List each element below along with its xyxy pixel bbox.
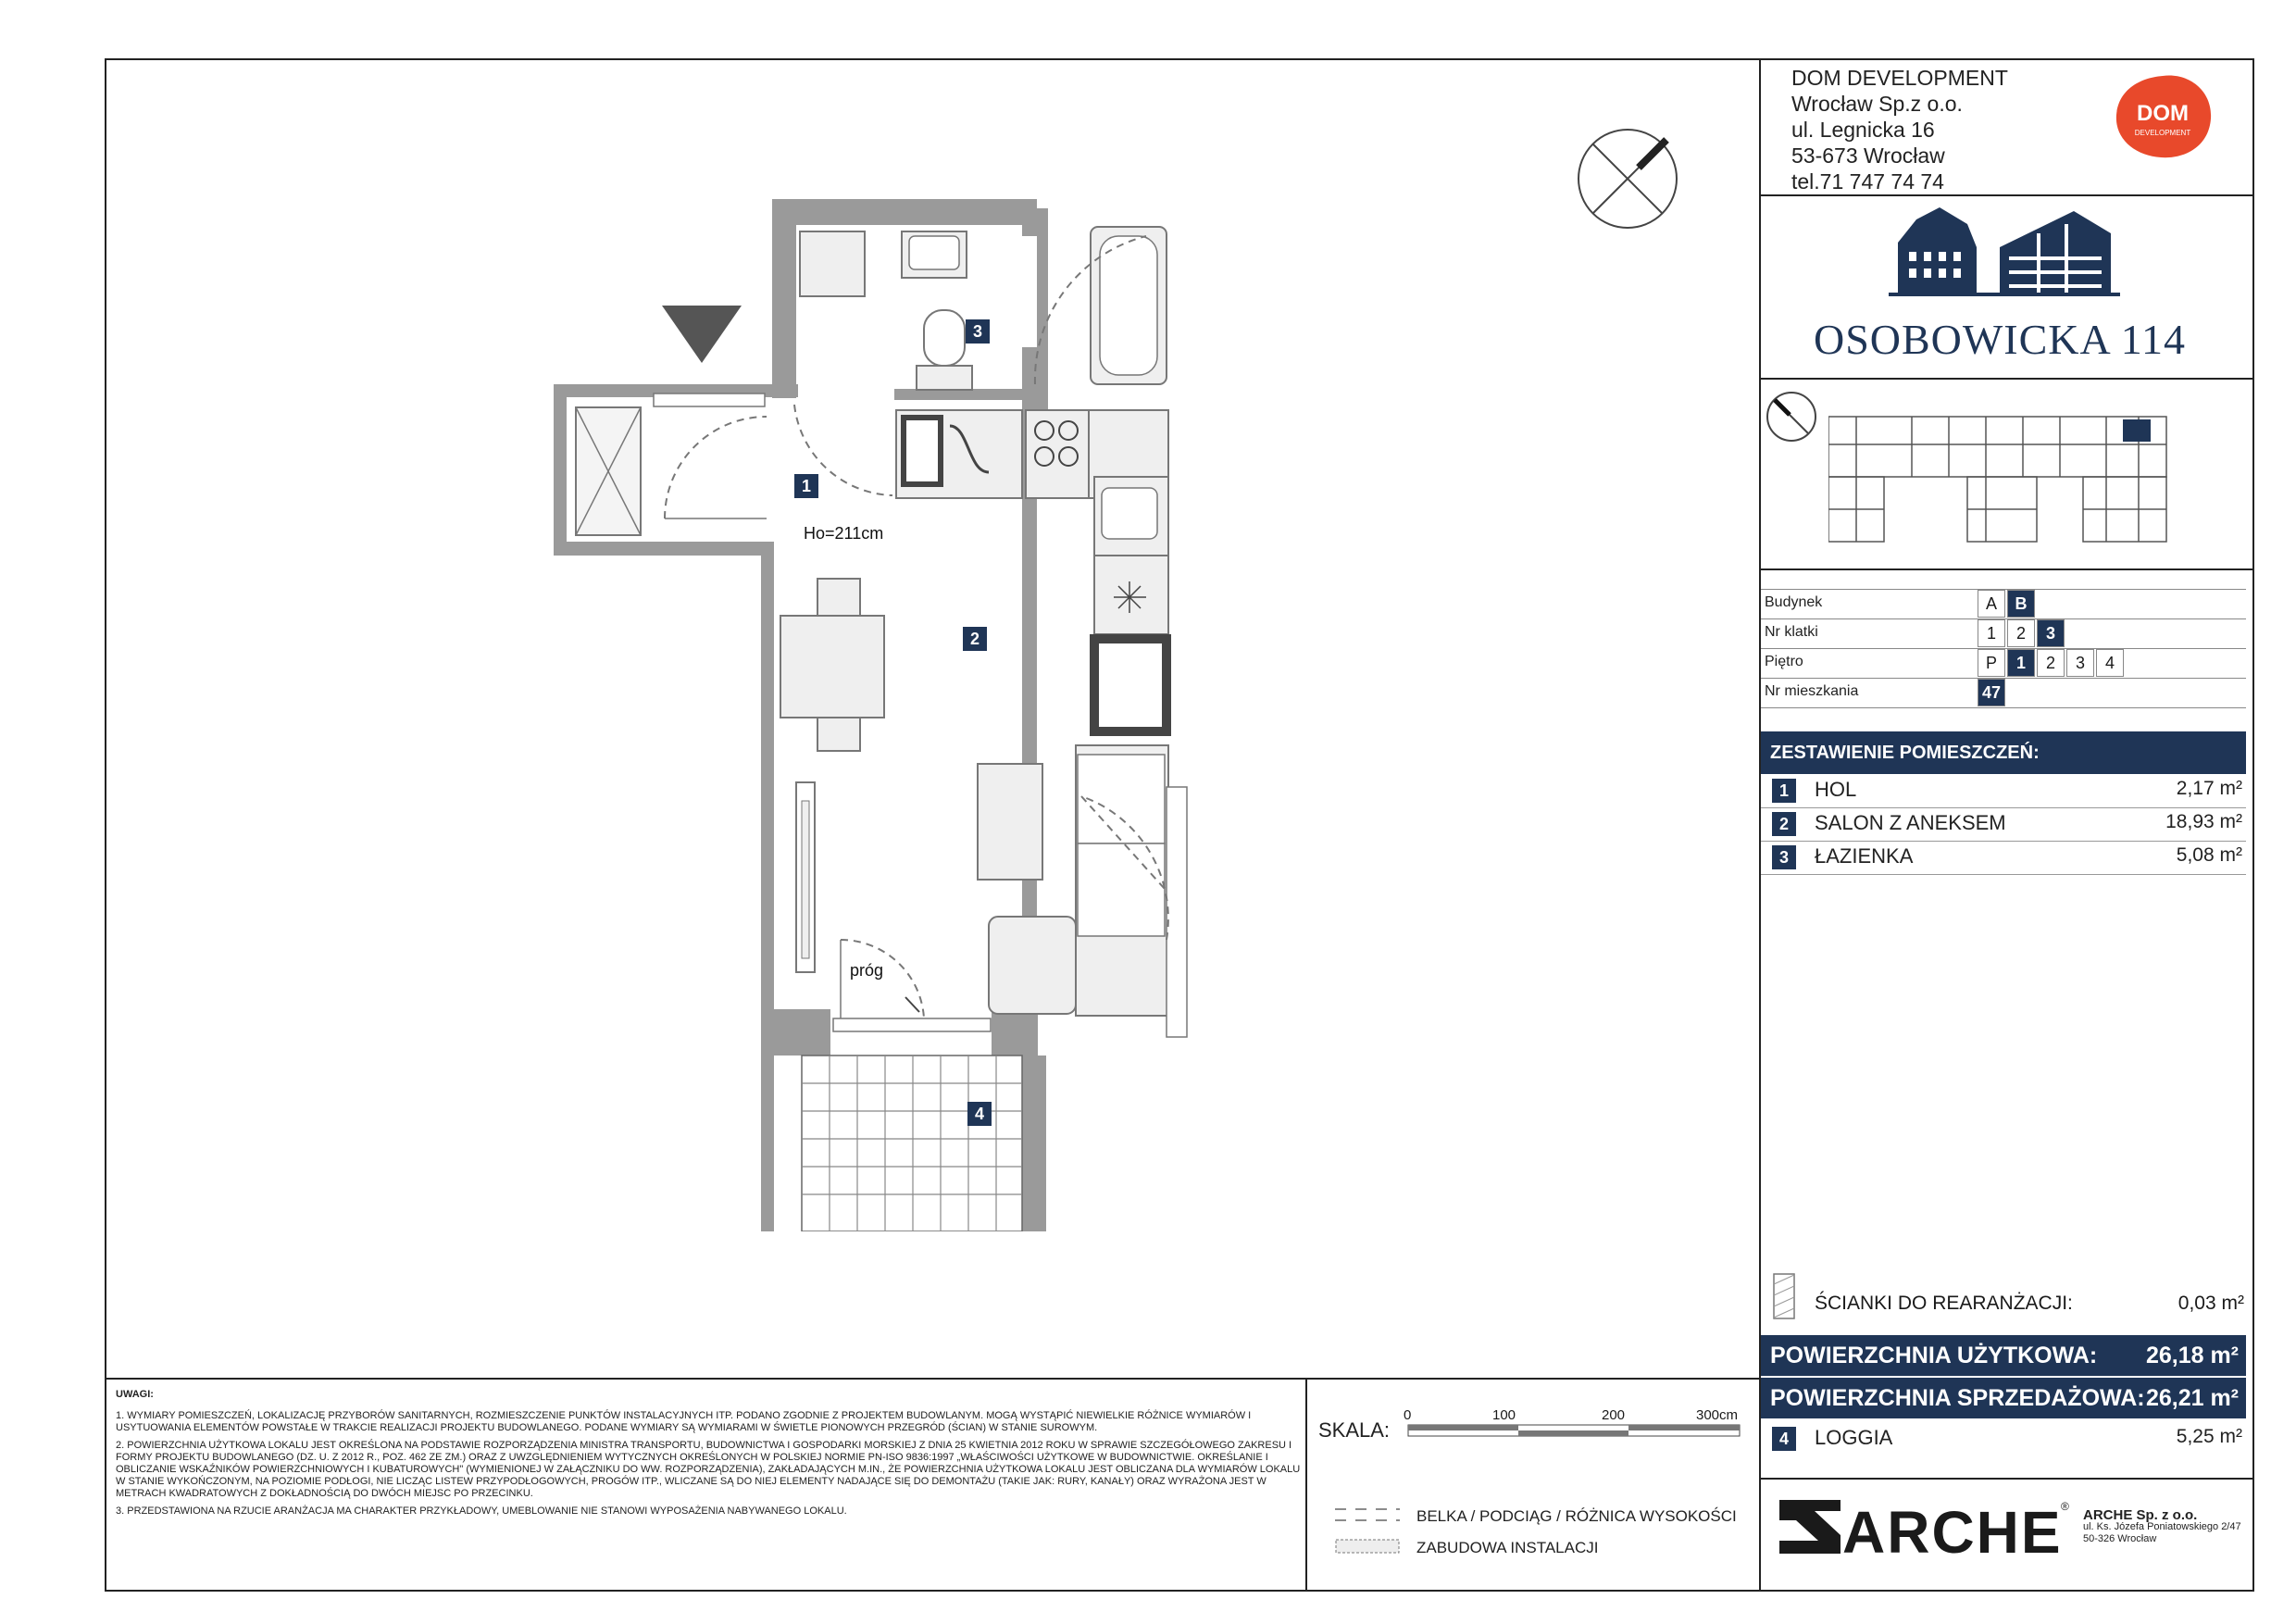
svg-text:DOM: DOM xyxy=(2137,101,2189,126)
svg-text:DEVELOPMENT: DEVELOPMENT xyxy=(2134,129,2191,137)
key-plan-image xyxy=(1828,412,2171,546)
note-1: 1. WYMIARY POMIESZCZEŃ, LOKALIZACJĘ PRZYBORÓW SANITARNYCH, ROZMIESZCZENIE PUNKTÓW INSTALACYJNYCH ITP. PODANO ZGODNIE Z PROJEKTEM BUDOWLANYM. MOGĄ WYSTĄPIĆ NIEWIELKIE RÓŻNICE WYMIARÓW I USYTUOWANIA ELEMENTÓW POWSTAŁE W TRAKCIE REALIZACJI PROJEKTU BUDOWLANEGO. PODANE WYMIARY SĄ WYMIARAMI W ŚWIETLE PIONOWYCH PRZEGRÓD (ŚCIAN) W STANIE SUROWYM. xyxy=(116,1410,1252,1433)
loggia-floor xyxy=(802,1056,1022,1231)
loggia-row xyxy=(1761,1422,2246,1455)
loggia-name: LOGGIA xyxy=(1815,1426,1893,1449)
beam-legend-icon xyxy=(1335,1505,1400,1524)
scale-label: SKALA: xyxy=(1318,1418,1391,1442)
room-name: ŁAZIENKA xyxy=(1815,844,1914,868)
scale-tick-200: 200 xyxy=(1602,1407,1626,1423)
room-name: HOL xyxy=(1815,778,1857,801)
installation-legend-label: ZABUDOWA INSTALACJI xyxy=(1416,1539,1599,1556)
note-3: 3. PRZEDSTAWIONA NA RZUCIE ARANŻACJA MA CHARAKTER PRZYKŁADOWY, UMEBLOWANIE NIE STANOWI WYPOSAŻENIA NABYWANEGO LOKALU. xyxy=(116,1505,847,1517)
sale-area-value: 26,21 m² xyxy=(2145,1385,2239,1411)
floor-cell-1: 1 xyxy=(2007,649,2035,677)
floor-cell-4: 4 xyxy=(2096,649,2124,677)
notes-section xyxy=(116,1389,1301,1523)
project-title: OSOBOWICKA 114 xyxy=(1813,316,2187,363)
room-area: 5,08 m² xyxy=(2176,844,2242,866)
registered-mark: ® xyxy=(2061,1500,2069,1513)
building-cell-b: B xyxy=(2007,590,2035,618)
rooms-header: ZESTAWIENIE POMIESZCZEŃ: xyxy=(1761,731,2246,774)
sale-area-bar xyxy=(1761,1378,2246,1418)
staircase-label: Nr klatki xyxy=(1765,624,1818,640)
building-cell-a: A xyxy=(1978,590,2005,618)
door-height-label: Ho=211cm xyxy=(804,524,884,543)
floor-plan xyxy=(554,199,1220,1231)
architect-address xyxy=(2083,1509,2241,1545)
architect-street: ul. Ks. Józefa Poniatowskiego 2/47 xyxy=(2083,1521,2241,1532)
project-buildings-icon xyxy=(1889,206,2120,298)
architect-name: ARCHE Sp. z o.o. xyxy=(2083,1507,2198,1523)
company-divider xyxy=(1759,194,2254,196)
keyplan-divider xyxy=(1759,568,2254,570)
totals-divider xyxy=(1759,1478,2254,1480)
loggia-number-badge: 4 xyxy=(1772,1427,1796,1451)
plan-room-1-marker: 1 xyxy=(794,474,818,498)
flat-number-cell: 47 xyxy=(1978,679,2005,706)
room-number-badge: 1 xyxy=(1772,779,1796,803)
installation-legend-icon xyxy=(1335,1539,1400,1554)
notes-scale-divider xyxy=(1305,1378,1307,1592)
company-phone: tel.71 747 74 74 xyxy=(1791,169,1944,194)
plan-room-4-marker: 4 xyxy=(967,1102,992,1126)
loggia-area: 5,25 m² xyxy=(2176,1426,2242,1447)
plan-room-3-marker: 3 xyxy=(966,319,990,344)
room-area: 2,17 m² xyxy=(2176,778,2242,799)
room-row xyxy=(1761,841,2246,875)
floor-label: Piętro xyxy=(1765,654,1803,669)
notes-divider xyxy=(105,1378,1760,1380)
room-number-badge: 3 xyxy=(1772,845,1796,869)
usable-area-value: 26,18 m² xyxy=(2145,1343,2239,1368)
company-city: 53-673 Wrocław xyxy=(1791,144,1945,168)
usable-area-bar xyxy=(1761,1335,2246,1376)
scale-tick-300: 300cm xyxy=(1696,1407,1739,1423)
sale-area-label: POWIERZCHNIA SPRZEDAŻOWA: xyxy=(1770,1385,2145,1411)
staircase-cell-1: 1 xyxy=(1978,619,2005,647)
company-street: ul. Legnicka 16 xyxy=(1791,118,1935,142)
room-row xyxy=(1761,807,2246,842)
staircase-cell-2: 2 xyxy=(2007,619,2035,647)
project-divider xyxy=(1759,378,2254,380)
beam-legend-label: BELKA / PODCIĄG / RÓŻNICA WYSOKOŚCI xyxy=(1416,1507,1737,1525)
room-number-badge: 2 xyxy=(1772,812,1796,836)
floor-cell-p: P xyxy=(1978,649,2005,677)
entry-closet xyxy=(576,407,641,535)
flat-label: Nr mieszkania xyxy=(1765,683,1859,699)
scale-tick-100: 100 xyxy=(1492,1407,1516,1423)
staircase-cell-3: 3 xyxy=(2037,619,2065,647)
scale-bar xyxy=(1407,1424,1741,1437)
room-area: 18,93 m² xyxy=(2165,811,2242,832)
compass-icon xyxy=(1574,125,1681,232)
key-plan-compass-icon xyxy=(1764,389,1819,444)
arche-logo-mark xyxy=(1778,1498,1842,1555)
partition-area: 0,03 m² xyxy=(2177,1293,2244,1314)
floor-cell-3: 3 xyxy=(2066,649,2094,677)
grid-line xyxy=(1761,707,2246,708)
note-2: 2. POWIERZCHNIA UŻYTKOWA LOKALU JEST OKREŚLONA NA PODSTAWIE ROZPORZĄDZENIA MINISTRA TRANSPORTU, BUDOWNICTWA I GOSPODARKI MORSKIEJ Z DNIA 25 KWIETNIA 2012 ROKU W SPRAWIE SZCZEGÓŁOWEGO ZAKRESU I FORMY PROJEKTU BUDOWLANEGO (DZ. U. Z 2012 R., POZ. 462 ZE ZM.) ORAZ Z UWZGLĘDNIENIEM WYTYCZNYCH OKREŚLONYCH W POLSKIEJ NORMIE PN-ISO 9836:1997 „WŁAŚCIWOŚCI UŻYTKOWE W BUDOWNICTWIE. OKREŚLANIE I OBLICZANIE WSKAŹNIKÓW POWIERZCHNIOWYCH I KUBATUROWYCH" (WYMIENIONEJ W ZAŁĄCZNIKU DO WW. ROZPORZĄDZENIA), ZAKŁADAJĄCYCH M.IN., ŻE POWIERZCHNIA UŻYTKOWA LOKALU JEST OBLICZANA DLA WYMIARÓW LOKALU W STANIE WYKOŃCZONYM, NA POZIOMIE PODŁOGI, NIE LICZĄC LISTEW PRZYPODŁOGOWYCH, PROGÓW ITP., WLICZANE SĄ DO NIEJ ELEMENTY NADAJĄCE SIĘ DO DEMONTAŻU (TAKIE JAK: RURY, KANAŁY) ORAZ WYRAŻONA JEST W METRACH KWADRATOWYCH Z DOKŁADNOŚCIĄ DO DWÓCH MIEJSC PO PRZECINKU. xyxy=(116,1440,1301,1499)
room-row xyxy=(1761,774,2246,808)
room-name: SALON Z ANEKSEM xyxy=(1815,811,2006,834)
notes-title: UWAGI: xyxy=(116,1389,154,1400)
partition-hatch-icon xyxy=(1773,1273,1795,1319)
building-label: Budynek xyxy=(1765,594,1823,610)
threshold-label: próg xyxy=(850,961,884,980)
usable-area-label: POWIERZCHNIA UŻYTKOWA: xyxy=(1770,1343,2098,1368)
floor-cell-2: 2 xyxy=(2037,649,2065,677)
architect-city: 50-326 Wrocław xyxy=(2083,1533,2157,1544)
partition-label: ŚCIANKI DO REARANŻACJI: xyxy=(1815,1293,2073,1314)
arche-logo-text: ARCHE xyxy=(1842,1499,2063,1566)
company-subname: Wrocław Sp.z o.o. xyxy=(1791,92,1963,116)
scale-tick-0: 0 xyxy=(1404,1407,1412,1423)
company-name: DOM DEVELOPMENT xyxy=(1791,66,2008,90)
dom-development-logo xyxy=(2111,72,2215,161)
plan-room-2-marker: 2 xyxy=(963,627,987,651)
company-info xyxy=(1791,65,2008,194)
